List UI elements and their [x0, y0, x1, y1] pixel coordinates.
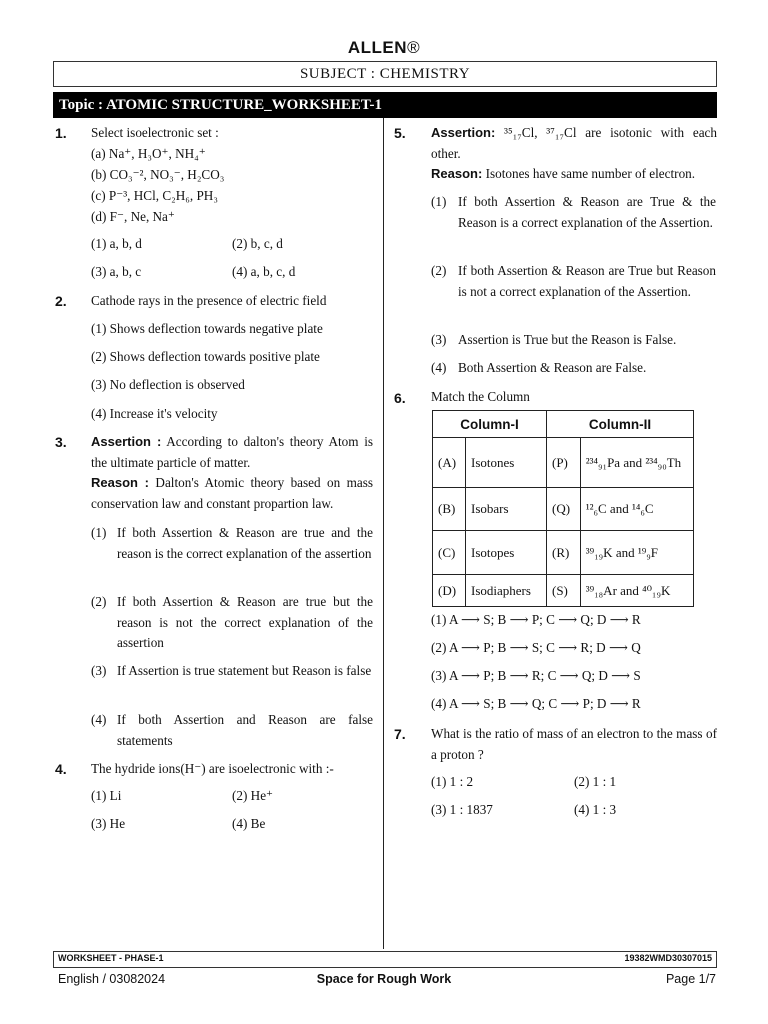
answer-option-1[interactable]: (1) 1 : 2	[431, 774, 474, 789]
column-2-cell: ³⁹₁₉K and ¹⁹₉F	[580, 531, 693, 575]
answer-option-2[interactable]: (2) He⁺	[232, 788, 274, 803]
assertion-label: Assertion:	[431, 125, 496, 140]
answer-option-2[interactable]: (2) b, c, d	[232, 236, 283, 251]
reason-text	[91, 473, 373, 514]
answer-option-1[interactable]: (1) A ⟶ S; B ⟶ P; C ⟶ Q; D ⟶ R	[431, 612, 641, 627]
row-label: (Q)	[547, 488, 581, 531]
reason-label: Reason:	[431, 166, 483, 181]
subject-title: SUBJECT : CHEMISTRY	[53, 61, 717, 87]
table-row	[433, 488, 694, 531]
answer-option-3[interactable]: (3) 1 : 1837	[431, 802, 493, 817]
table-row	[433, 438, 694, 488]
rough-work-label: Space for Rough Work	[316, 972, 452, 986]
question-number: 4.	[55, 761, 67, 777]
row-label: (A)	[433, 438, 466, 488]
question-stem: Match the Column	[431, 389, 530, 404]
option-number: (4)	[431, 360, 447, 375]
answer-option-1[interactable]: If both Assertion & Reason are True & the Reason is a correct explanation of the Assertion.	[458, 194, 716, 230]
worksheet-code: 19382WMD30307015	[624, 953, 712, 963]
registered-mark: ®	[407, 38, 421, 57]
answer-option-3[interactable]: (3) a, b, c	[91, 264, 142, 279]
language-date: English / 03082024	[58, 972, 166, 986]
row-label: (D)	[433, 575, 466, 607]
answer-option-3[interactable]: (3) A ⟶ P; B ⟶ R; C ⟶ Q; D ⟶ S	[431, 668, 641, 683]
option-b: (b) CO₃⁻², NO₃⁻, H₂CO₃	[91, 167, 225, 182]
question-number: 5.	[394, 125, 406, 141]
assertion-text	[431, 123, 717, 164]
reason-label: Reason :	[91, 475, 150, 490]
answer-option-4[interactable]: (4) a, b, c, d	[232, 264, 296, 279]
row-label: (C)	[433, 531, 466, 575]
question-stem: The hydride ions(H⁻) are isoelectronic with :-	[91, 761, 334, 776]
option-number: (1)	[431, 194, 447, 209]
answer-option-2[interactable]: (2) 1 : 1	[574, 774, 617, 789]
column-1-cell: Isotones	[466, 438, 547, 488]
row-label: (B)	[433, 488, 466, 531]
assertion-body: According to dalton's theory Atom is the ultimate particle of matter.	[91, 434, 373, 470]
answer-option-1[interactable]: (1) Li	[91, 788, 122, 803]
answer-option-4[interactable]: If both Assertion and Reason are false statements	[117, 712, 373, 748]
answer-option-4[interactable]: Both Assertion & Reason are False.	[458, 360, 647, 375]
answer-option-3[interactable]: Assertion is True but the Reason is False.	[458, 332, 677, 347]
row-label: (R)	[547, 531, 581, 575]
page-number: Page 1/7	[665, 972, 716, 986]
answer-option-4[interactable]: (4) Increase it's velocity	[91, 406, 218, 421]
table-row	[433, 531, 694, 575]
brand-name: ALLEN	[347, 38, 408, 57]
option-number: (4)	[91, 712, 107, 727]
column-divider	[383, 118, 384, 949]
answer-option-2[interactable]: If both Assertion & Reason are true but the reason is not the correct explanation of the assertion	[117, 594, 373, 650]
topic-bar: Topic : ATOMIC STRUCTURE_WORKSHEET-1	[53, 92, 717, 118]
column-2-cell: ³⁹₁₈Ar and ⁴⁰₁₉K	[580, 575, 693, 607]
assertion-label: Assertion :	[91, 434, 162, 449]
answer-option-4[interactable]: (4) 1 : 3	[574, 802, 617, 817]
question-stem: Cathode rays in the presence of electric field	[91, 293, 327, 308]
answer-option-4[interactable]: (4) Be	[232, 816, 266, 831]
column-2-header: Column-II	[547, 411, 694, 438]
answer-option-4[interactable]: (4) A ⟶ S; B ⟶ Q; C ⟶ P; D ⟶ R	[431, 696, 641, 711]
option-c: (c) P⁻³, HCl, C₂H₆, PH₃	[91, 188, 218, 203]
question-number: 1.	[55, 125, 67, 141]
option-number: (2)	[91, 594, 107, 609]
option-number: (2)	[431, 263, 447, 278]
answer-option-2[interactable]: If both Assertion & Reason are True but Reason is not a correct explanation of the Assertion.	[458, 263, 716, 299]
answer-option-2[interactable]: (2) A ⟶ P; B ⟶ S; C ⟶ R; D ⟶ Q	[431, 640, 641, 655]
answer-option-3[interactable]: (3) No deflection is observed	[91, 377, 245, 392]
column-1-header: Column-I	[433, 411, 547, 438]
question-stem: Select isoelectronic set :	[91, 125, 219, 140]
reason-body: Isotones have same number of electron.	[482, 166, 696, 181]
question-number: 3.	[55, 434, 67, 450]
column-1-cell: Isodiaphers	[466, 575, 547, 607]
question-number: 2.	[55, 293, 67, 309]
question-number: 6.	[394, 390, 406, 406]
option-number: (3)	[91, 663, 107, 678]
answer-option-2[interactable]: (2) Shows deflection towards positive plate	[91, 349, 320, 364]
assertion-body: ³⁵₁₇Cl, ³⁷₁₇Cl are isotonic with each other.	[431, 125, 717, 161]
row-label: (S)	[547, 575, 581, 607]
answer-option-1[interactable]: (1) Shows deflection towards negative plate	[91, 321, 323, 336]
answer-option-3[interactable]: If Assertion is true statement but Reason is false	[117, 663, 372, 678]
match-table	[432, 410, 694, 607]
reason-body: Dalton's Atomic theory based on mass conservation law and constant propartion law.	[91, 475, 373, 511]
row-label: (P)	[547, 438, 581, 488]
option-d: (d) F⁻, Ne, Na⁺	[91, 209, 175, 224]
column-2-cell: ²³⁴₉₁Pa and ²³⁴₉₀Th	[580, 438, 693, 488]
answer-option-3[interactable]: (3) He	[91, 816, 126, 831]
reason-text	[431, 164, 695, 185]
option-number: (3)	[431, 332, 447, 347]
answer-option-1[interactable]: (1) a, b, d	[91, 236, 142, 251]
worksheet-phase: WORKSHEET - PHASE-1	[58, 953, 164, 963]
option-a: (a) Na⁺, H₃O⁺, NH₄⁺	[91, 146, 206, 161]
column-1-cell: Isobars	[466, 488, 547, 531]
brand-logo	[0, 38, 768, 58]
assertion-text	[91, 432, 373, 473]
column-2-cell: ¹²₆C and ¹⁴₆C	[580, 488, 693, 531]
answer-option-1[interactable]: If both Assertion & Reason are true and the reason is the correct explanation of the assertion	[117, 525, 373, 561]
column-1-cell: Isotopes	[466, 531, 547, 575]
question-stem: What is the ratio of mass of an electron to the mass of a proton ?	[431, 726, 717, 762]
question-number: 7.	[394, 726, 406, 742]
option-number: (1)	[91, 525, 107, 540]
table-row	[433, 575, 694, 607]
